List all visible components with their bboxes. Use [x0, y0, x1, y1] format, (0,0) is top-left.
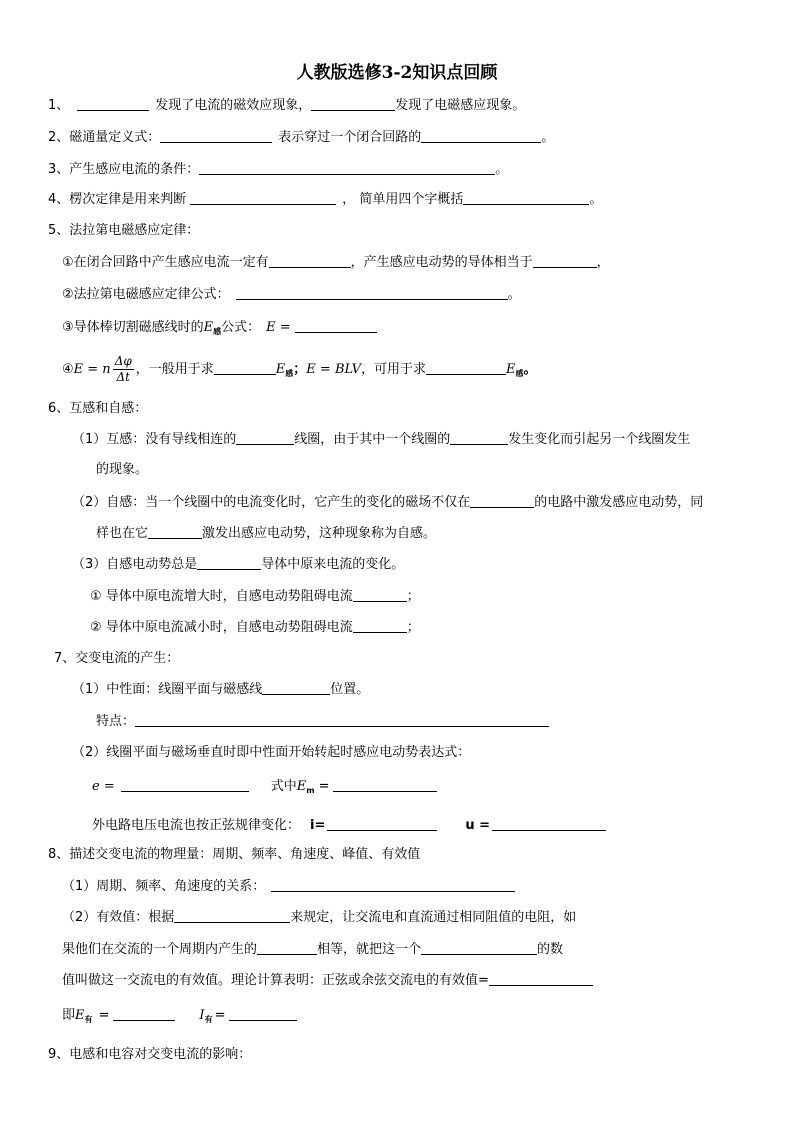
answer-blank[interactable] — [174, 908, 290, 923]
answer-blank[interactable] — [421, 128, 541, 143]
answer-blank[interactable] — [470, 493, 534, 508]
question-5-2: ②法拉第电磁感应定律公式： 。 — [62, 287, 521, 302]
answer-blank[interactable] — [463, 190, 589, 205]
question-9-heading: 9、电感和电容对交变电流的影响： — [48, 1047, 252, 1062]
answer-blank[interactable] — [113, 1006, 175, 1021]
question-5-heading: 5、法拉第电磁感应定律： — [48, 223, 200, 238]
question-5-1: ①在闭合回路中产生感应电流一定有 ，产生感应电动势的导体相当于 ， — [62, 255, 610, 270]
answer-blank[interactable] — [197, 555, 261, 570]
answer-blank[interactable] — [77, 96, 149, 111]
answer-blank[interactable] — [327, 816, 437, 831]
answer-blank[interactable] — [190, 190, 336, 205]
answer-blank[interactable] — [333, 777, 437, 792]
question-8-2-formula: 即$E_有 = I_有$ = — [62, 1006, 297, 1029]
answer-blank[interactable] — [121, 777, 249, 792]
answer-blank[interactable] — [353, 587, 407, 602]
question-6-1-cont: 的现象。 — [96, 462, 149, 477]
question-1: 1、 发现了电流的磁效应现象， 发现了电磁感应现象。 — [48, 98, 526, 113]
faraday-fraction: $\frac{\Delta\varphi}{\Delta t}$ — [114, 354, 132, 384]
question-6-2: （2）自感：当一个线圈中的电流变化时，它产生的变化的磁场不仅在 的电路中激发感应电动势，同 — [72, 495, 704, 510]
answer-blank[interactable] — [271, 877, 515, 892]
question-5-4: ④E = n $\frac{\Delta\varphi}{\Delta t}$ ，一般用于求 $E_感$；E = BLV，可用于求 $E_感$。 — [62, 354, 537, 384]
answer-blank[interactable] — [269, 253, 351, 268]
answer-blank[interactable] — [311, 96, 395, 111]
answer-blank[interactable] — [199, 160, 495, 175]
question-7-3: 外电路电压电流也按正弦规律变化： i= u = — [92, 816, 606, 835]
answer-blank[interactable] — [489, 971, 593, 986]
answer-blank[interactable] — [421, 940, 537, 955]
answer-blank[interactable] — [262, 680, 330, 695]
question-7-heading: 7、交变电流的产生： — [54, 651, 180, 666]
question-6-3-1: ① 导体中原电流增大时，自感电动势阻碍电流 ； — [90, 589, 420, 604]
question-6-1: （1）互感：没有导线相连的 线圈，由于其中一个线圈的 发生变化而引起另一个线圈发生 — [72, 432, 691, 447]
question-8-2-cont: 果他们在交流的一个周期内产生的 相等，就把这一个 的数 — [62, 942, 564, 957]
answer-blank[interactable] — [257, 940, 317, 955]
question-7-2: （2）线圈平面与磁场垂直时即中性面开始转起时感应电动势表达式： — [72, 745, 471, 760]
question-7-2-formula: e = 式中$E_m$ = — [92, 777, 437, 800]
question-6-3: （3）自感电动势总是 导体中原来电流的变化。 — [72, 557, 405, 572]
answer-blank[interactable] — [492, 816, 606, 831]
question-6-2-cont: 样也在它 激发出感应电动势，这种现象称为自感。 — [96, 526, 437, 541]
question-5-3: ③导体棒切割磁感线时的$E_感$公式： E = — [62, 318, 377, 341]
answer-blank[interactable] — [236, 285, 508, 300]
question-6-heading: 6、互感和自感： — [48, 401, 148, 416]
answer-blank[interactable] — [148, 524, 202, 539]
answer-blank[interactable] — [533, 253, 597, 268]
question-4: 4、楞次定律是用来判断 ， 简单用四个字概括 。 — [48, 192, 603, 207]
answer-blank[interactable] — [450, 430, 508, 445]
answer-blank[interactable] — [160, 128, 272, 143]
question-6-3-2: ② 导体中原电流减小时，自感电动势阻碍电流 ； — [90, 620, 420, 635]
question-3: 3、产生感应电流的条件： 。 — [48, 162, 509, 177]
question-8-1: （1）周期、频率、角速度的关系： — [62, 877, 515, 896]
answer-blank[interactable] — [229, 1006, 297, 1021]
question-7-1-feature: 特点： — [96, 712, 549, 731]
answer-blank[interactable] — [236, 430, 294, 445]
question-7-1: （1）中性面：线圈平面与磁感线 位置。 — [72, 682, 370, 697]
answer-blank[interactable] — [426, 360, 506, 375]
question-8-2: （2）有效值：根据 来规定，让交流电和直流通过相同阻值的电阻，如 — [62, 910, 577, 925]
page-title: 人教版选修3-2知识点回顾 — [296, 63, 498, 83]
answer-blank[interactable] — [353, 618, 407, 633]
question-8-heading: 8、描述交变电流的物理量：周期、频率、角速度、峰值、有效值 — [48, 847, 421, 862]
question-2: 2、磁通量定义式： 表示穿过一个闭合回路的 。 — [48, 130, 555, 145]
answer-blank[interactable] — [135, 712, 549, 727]
question-8-2-cont2: 值叫做这一交流电的有效值。理论计算表明：正弦或余弦交流电的有效值= — [62, 971, 593, 990]
answer-blank[interactable] — [214, 360, 276, 375]
answer-blank[interactable] — [295, 318, 377, 333]
